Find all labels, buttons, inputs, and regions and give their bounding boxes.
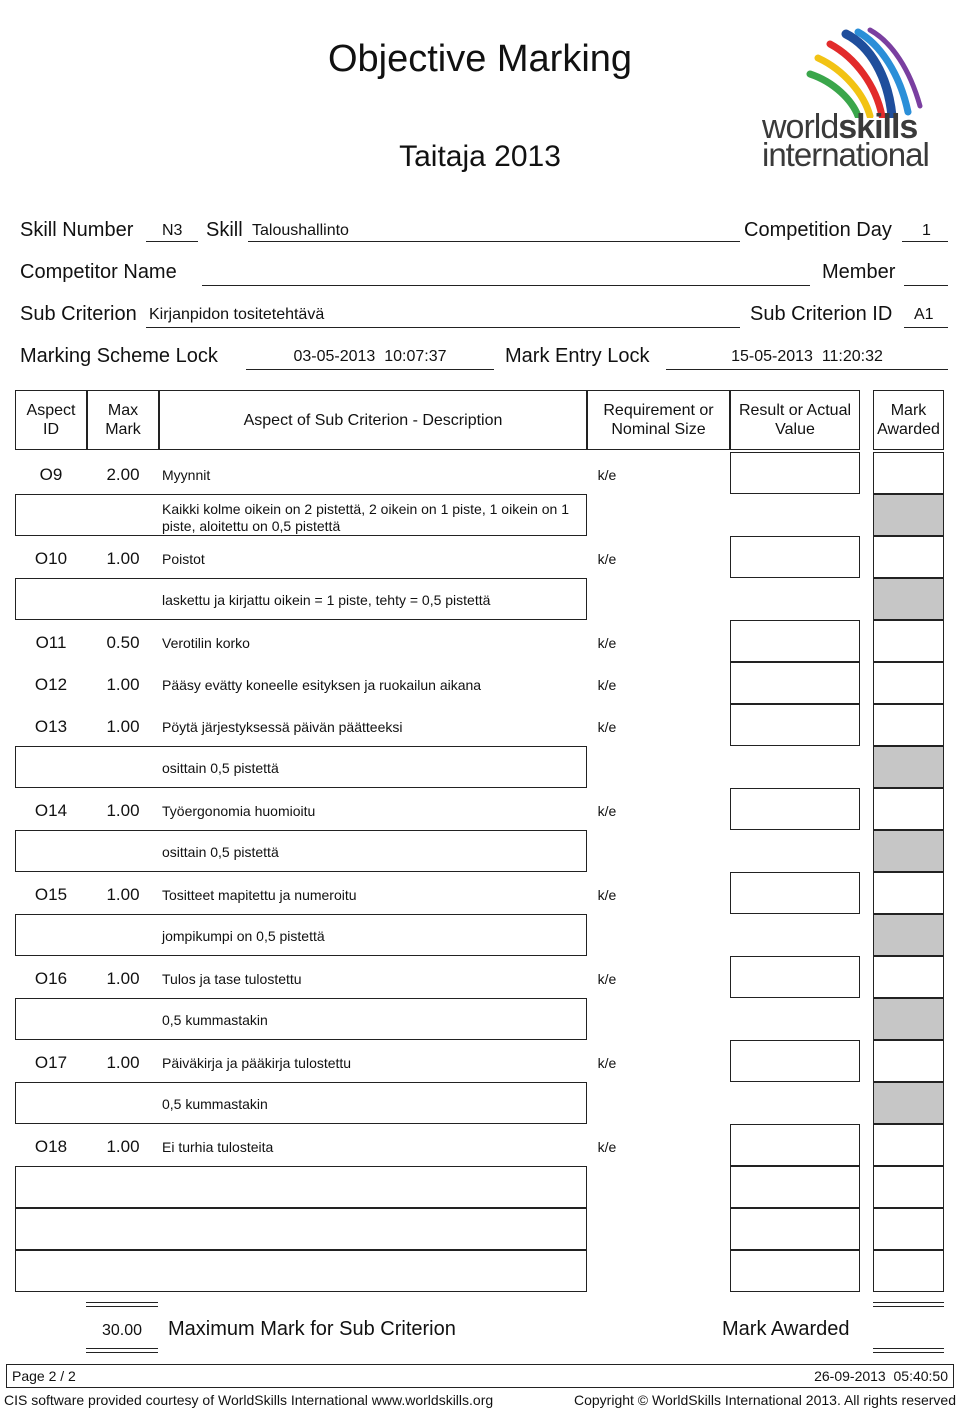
result-cell[interactable] [730,788,860,830]
mark-awarded-label: Mark Awarded [722,1318,850,1340]
aspect-row [0,452,960,494]
max-mark-label: Maximum Mark for Sub Criterion [168,1318,456,1340]
mark-awarded-disabled-cell [873,914,944,956]
empty-row [0,1208,960,1250]
mark-entry-lock-value: 15-05-2013 11:20:32 [731,348,883,365]
competition-day-label: Competition Day [744,219,892,241]
max-mark: 1.00 [106,1053,140,1072]
aspect-row [0,956,960,998]
max-mark: 1.00 [106,549,140,568]
column-header-max-mark [87,390,159,450]
requirement-value: k/e [597,803,617,819]
result-cell[interactable] [730,1250,860,1292]
result-cell[interactable] [730,662,860,704]
result-cell[interactable] [730,704,860,746]
aspect-id: O15 [34,885,68,904]
mark-awarded-cell[interactable] [873,1166,944,1208]
mark-awarded-cell[interactable] [873,788,944,830]
skill-label: Skill [206,219,243,241]
aspect-row [0,536,960,578]
mark-awarded-cell[interactable] [873,956,944,998]
max-mark: 1.00 [106,969,140,988]
note-text: osittain 0,5 pistettä [162,844,279,860]
logo-text-world: world [762,108,839,146]
mark-awarded-cell[interactable] [873,452,944,494]
max-mark: 1.00 [106,885,140,904]
aspect-description: Poistot [162,551,205,567]
max-mark-total: 30.00 [101,1322,143,1339]
mark-awarded-disabled-cell [873,830,944,872]
competitor-name-label: Competitor Name [20,261,177,283]
skill-number-value: N3 [162,222,183,239]
note-row [0,830,960,872]
aspect-id: O9 [39,465,63,484]
mark-awarded-disabled-cell [873,746,944,788]
result-cell[interactable] [730,1124,860,1166]
page-subtitle: Taitaja 2013 [399,140,561,173]
requirement-value: k/e [597,467,617,483]
aspect-description: Tulos ja tase tulostettu [162,971,302,987]
member-label: Member [822,261,896,283]
aspect-row [0,1124,960,1166]
aspect-id: O10 [34,549,68,568]
mark-awarded-cell[interactable] [873,1250,944,1292]
aspect-id: O11 [35,633,67,652]
print-timestamp: 26-09-2013 05:40:50 [814,1368,948,1384]
sub-criterion-value: Kirjanpidon tositetehtävä [149,306,325,323]
aspect-description: Päiväkirja ja pääkirja tulostettu [162,1055,352,1071]
mark-awarded-cell[interactable] [873,1124,944,1166]
mark-awarded-cell[interactable] [873,704,944,746]
aspect-description: Työergonomia huomioitu [162,803,316,819]
column-header-mark-awarded-text: Mark Awarded [877,402,940,438]
column-header-aspect-id [15,390,87,450]
requirement-value: k/e [597,719,617,735]
requirement-value: k/e [597,551,617,567]
sub-criterion-id-label: Sub Criterion ID [750,303,893,325]
aspect-id: O17 [34,1053,68,1072]
note-text: laskettu ja kirjattu oikein = 1 piste, tehty = 0,5 pistettä [162,592,491,608]
aspect-description: Myynnit [162,467,211,483]
aspect-row [0,1040,960,1082]
skill-value: Taloushallinto [252,222,349,239]
note-cell [15,830,587,872]
mark-awarded-cell[interactable] [873,620,944,662]
page-title: Objective Marking [327,38,633,80]
marking-scheme-lock-value: 03-05-2013 10:07:37 [293,348,447,365]
marking-scheme-lock-label: Marking Scheme Lock [20,345,218,367]
note-cell [15,998,587,1040]
result-cell[interactable] [730,1166,860,1208]
aspect-row [0,872,960,914]
max-mark: 1.00 [106,1137,140,1156]
note-text: jompikumpi on 0,5 pistettä [162,928,325,944]
empty-row [0,1250,960,1292]
result-cell[interactable] [730,536,860,578]
aspect-description: Tositteet mapitettu ja numeroitu [162,887,357,903]
aspect-description: Pöytä järjestyksessä päivän päätteeksi [162,719,403,735]
worldskills-logo [760,26,930,176]
aspect-id: O14 [34,801,68,820]
skill-number-label: Skill Number [20,219,134,241]
page-number: Page 2 / 2 [12,1368,76,1384]
note-text: osittain 0,5 pistettä [162,760,279,776]
note-row [0,1082,960,1124]
column-header-requirement-text: Requirement or Nominal Size [603,402,714,438]
max-mark: 0.50 [106,633,140,652]
empty-row [0,1166,960,1208]
aspect-id: O12 [34,675,68,694]
mark-awarded-cell[interactable] [873,1040,944,1082]
empty-description-cell [15,1166,587,1208]
column-header-mark-awarded [873,390,944,450]
note-row [0,494,960,536]
requirement-value: k/e [597,1139,617,1155]
result-cell[interactable] [730,452,860,494]
max-mark: 1.00 [106,717,140,736]
aspect-row [0,788,960,830]
note-text: 0,5 kummastakin [162,1012,268,1028]
empty-description-cell [15,1250,587,1292]
max-mark: 1.00 [106,801,140,820]
worldskills-logo-mark-icon [760,26,930,118]
column-header-aspect-id-text: Aspect ID [26,402,76,438]
aspect-row [0,704,960,746]
mark-awarded-cell[interactable] [873,662,944,704]
logo-text-international: international [762,136,929,173]
aspect-description: Pääsy evätty koneelle esityksen ja ruokailun aikana [162,677,482,693]
mark-entry-lock-label: Mark Entry Lock [505,345,650,367]
courtesy-text: CIS software provided courtesy of WorldSkills International www.worldskills.org [4,1392,494,1408]
requirement-value: k/e [597,887,617,903]
logo-text-skills: skills [838,108,918,146]
requirement-value: k/e [597,635,617,651]
result-cell[interactable] [730,956,860,998]
requirement-value: k/e [597,1055,617,1071]
mark-awarded-disabled-cell [873,578,944,620]
aspect-row [0,620,960,662]
result-cell[interactable] [730,1208,860,1250]
mark-awarded-disabled-cell [873,998,944,1040]
mark-awarded-cell[interactable] [873,872,944,914]
note-row [0,578,960,620]
note-cell [15,746,587,788]
column-header-requirement [587,390,730,450]
note-text: Kaikki kolme oikein on 2 pistettä, 2 oikein on 1 piste, 1 oikein on 1 piste, aloitettu on 0,5 pistettä [162,501,570,534]
aspect-row [0,662,960,704]
column-header-result-text: Result or Actual Value [738,402,852,438]
column-header-description [159,390,587,450]
result-cell[interactable] [730,620,860,662]
max-mark: 2.00 [106,465,140,484]
result-cell[interactable] [730,872,860,914]
column-header-max-mark-text: Max Mark [105,402,141,438]
mark-awarded-disabled-cell [873,1082,944,1124]
copyright-text: Copyright © WorldSkills International 2013. All rights reserved [573,1392,956,1408]
aspect-description: Verotilin korko [162,635,250,651]
column-header-result [730,390,860,450]
sub-criterion-id-value: A1 [914,306,934,323]
page-footer-box [6,1364,954,1388]
note-text: 0,5 kummastakin [162,1096,268,1112]
empty-description-cell [15,1208,587,1250]
column-header-description-text: Aspect of Sub Criterion - Description [243,411,503,429]
mark-awarded-disabled-cell [873,494,944,536]
requirement-value: k/e [597,677,617,693]
note-row [0,998,960,1040]
note-cell [15,1082,587,1124]
aspect-description: Ei turhia tulosteita [162,1139,274,1155]
aspect-id: O16 [34,969,68,988]
mark-awarded-cell[interactable] [873,536,944,578]
note-row [0,746,960,788]
max-mark: 1.00 [106,675,140,694]
sub-criterion-label: Sub Criterion [20,303,137,325]
note-row [0,914,960,956]
aspect-id: O18 [34,1137,68,1156]
result-cell[interactable] [730,1040,860,1082]
competition-day-value: 1 [922,222,931,239]
mark-awarded-cell[interactable] [873,1208,944,1250]
aspect-id: O13 [34,717,68,736]
requirement-value: k/e [597,971,617,987]
